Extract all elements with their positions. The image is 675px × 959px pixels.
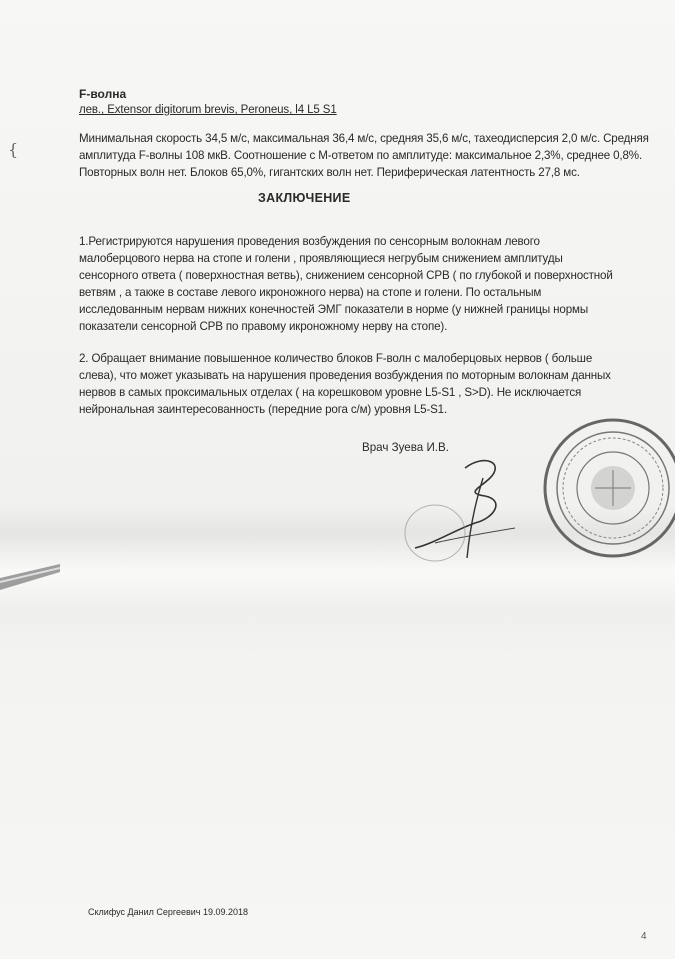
patient-footer: Склифус Данил Сергеевич 19.09.2018 <box>88 907 249 917</box>
conclusion-line: слева), что может указывать на нарушения проведения возбуждения по моторным волокнам данных <box>79 369 611 382</box>
conclusion-heading: ЗАКЛЮЧЕНИЕ <box>258 191 351 205</box>
fwave-line: Повторных волн нет. Блоков 65,0%, гигантских волн нет. Периферическая латентность 27,8 мс. <box>79 166 580 179</box>
conclusion-line: исследованным нервам нижних конечностей ЭМГ показатели в норме (у нижней границы нормы <box>79 303 589 316</box>
doctor-name: Врач Зуева И.В. <box>362 441 449 454</box>
pen-edge-icon <box>0 560 60 600</box>
conclusion-line: 2. Обращает внимание повышенное количество блоков F-волн с малоберцовых нервов ( больше <box>79 352 593 365</box>
fwave-paragraph <box>79 130 669 181</box>
round-stamp-icon <box>535 408 675 568</box>
conclusion-line: нейрональная заинтересованность (передние рога с/м) уровня L5-S1. <box>79 403 448 416</box>
fwave-title: F-волна <box>79 87 127 101</box>
fwave-line: Минимальная скорость 34,5 м/с, максимальная 36,4 м/с, средняя 35,6 м/с, тахеодисперсия 2,0 м/с. Средняя <box>79 132 649 145</box>
handwritten-signature-icon <box>395 448 555 568</box>
fwave-subtitle: лев., Extensor digitorum brevis, Peroneus, l4 L5 S1 <box>79 104 337 116</box>
conclusion-item-1 <box>79 233 675 335</box>
conclusion-line: малоберцового нерва на стопе и голени , проявляющиеся негрубым снижением амплитуды <box>79 252 563 265</box>
conclusion-line: нервов в самых проксимальных отделах ( на корешковом уровне L5-S1 , S>D). Не исключается <box>79 386 582 399</box>
conclusion-line: сенсорного ответа ( поверхностная ветвь), снижением сенсорной СРВ ( по глубокой и поверхностной <box>79 269 613 282</box>
conclusion-line: показатели сенсорной СРВ по правому икроножному нерву на стопе). <box>79 320 448 333</box>
conclusion-line: 1.Регистрируются нарушения проведения возбуждения по сенсорным волокнам левого <box>79 235 540 248</box>
conclusion-line: ветвям , а также в составе левого икроножного нерва) на стопе и голени. По остальным <box>79 286 542 299</box>
page-number: 4 <box>641 931 647 942</box>
margin-bracket-mark: { <box>8 140 19 159</box>
fwave-line: амплитуда F-волны 108 мкВ. Соотношение с М-ответом по амплитуде: максимальное 2,3%, среднее 0,8%. <box>79 149 643 162</box>
